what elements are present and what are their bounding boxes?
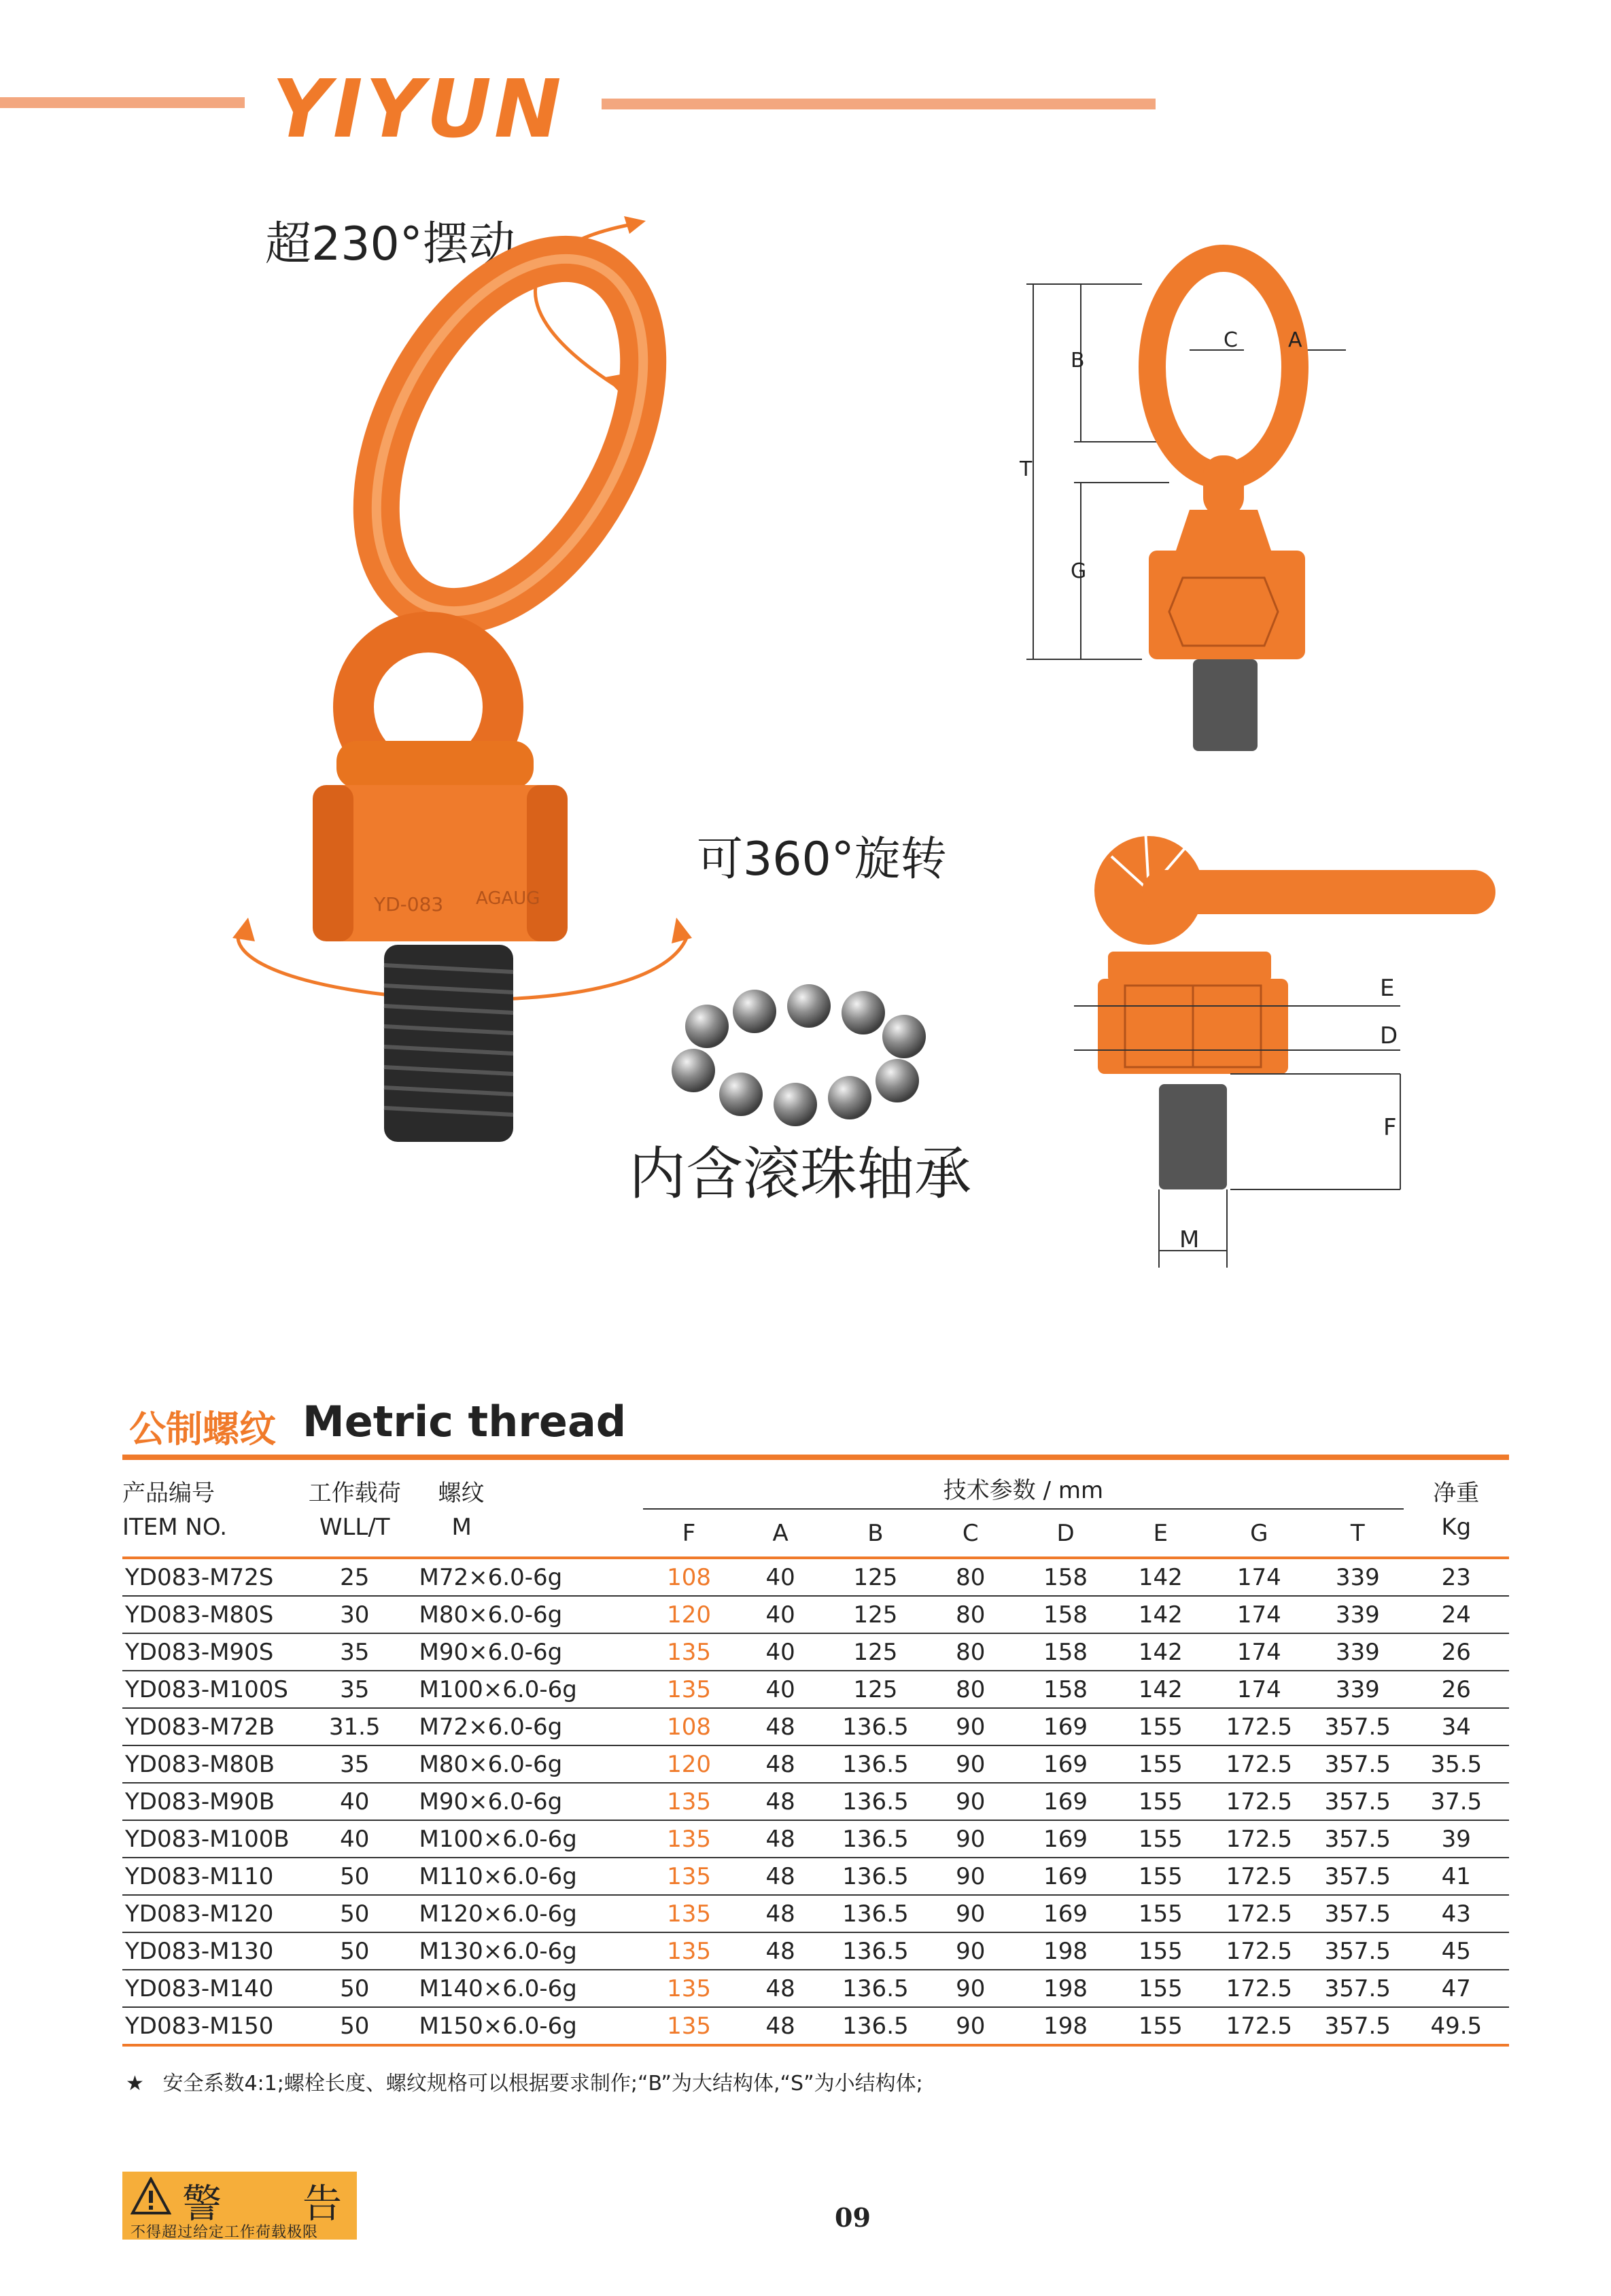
cell-b: 125 [826, 1671, 924, 1708]
cell-e: 155 [1115, 2007, 1207, 2045]
cell-wll: 31.5 [298, 1708, 411, 1745]
cell-b: 125 [826, 1633, 924, 1671]
cell-thread: M130×6.0-6g [411, 1932, 644, 1970]
cell-kg: 37.5 [1404, 1783, 1509, 1820]
cell-thread: M150×6.0-6g [411, 2007, 644, 2045]
footnote-text: 安全系数4:1;螺栓长度、螺纹规格可以根据要求制作;“B”为大结构体,“S”为小结构体; [162, 2072, 923, 2095]
cell-thread: M72×6.0-6g [411, 1708, 644, 1745]
cell-c: 80 [924, 1671, 1016, 1708]
cell-d: 169 [1016, 1745, 1115, 1783]
cell-d: 198 [1016, 1970, 1115, 2007]
warning-text: 不得超过给定工作荷载极限 [131, 2224, 319, 2241]
cell-wll: 50 [298, 2007, 411, 2045]
logo-text: YIYUN [272, 62, 564, 156]
cell-g: 174 [1207, 1596, 1312, 1633]
cell-wll: 50 [298, 1858, 411, 1895]
cell-e: 155 [1115, 1708, 1207, 1745]
cell-a: 48 [735, 1970, 827, 2007]
marking-model: YD-083 [374, 893, 444, 916]
cell-c: 90 [924, 1932, 1016, 1970]
cell-item: YD083-M100S [122, 1671, 298, 1708]
cell-thread: M80×6.0-6g [411, 1745, 644, 1783]
cell-t: 339 [1312, 1671, 1404, 1708]
cell-item: YD083-M72B [122, 1708, 298, 1745]
cell-d: 158 [1016, 1558, 1115, 1596]
cell-e: 142 [1115, 1558, 1207, 1596]
cell-d: 158 [1016, 1596, 1115, 1633]
dim-label-G: G [1071, 559, 1087, 583]
cell-b: 136.5 [826, 1858, 924, 1895]
warning-title-a: 警 [182, 2180, 222, 2227]
dim-label-B: B [1071, 349, 1085, 372]
dimension-drawing-side [1006, 231, 1387, 775]
cell-kg: 43 [1404, 1895, 1509, 1932]
cell-thread: M80×6.0-6g [411, 1596, 644, 1633]
cell-t: 357.5 [1312, 1858, 1404, 1895]
cell-kg: 39 [1404, 1820, 1509, 1858]
table-row [122, 1858, 1509, 1895]
ball-bearings-icon [653, 979, 952, 1135]
cell-kg: 49.5 [1404, 2007, 1509, 2045]
cell-c: 90 [924, 1745, 1016, 1783]
cell-thread: M90×6.0-6g [411, 1783, 644, 1820]
cell-a: 40 [735, 1633, 827, 1671]
cell-t: 339 [1312, 1596, 1404, 1633]
cell-item: YD083-M90B [122, 1783, 298, 1820]
cell-kg: 26 [1404, 1671, 1509, 1708]
header-wll-en: WLL/T [319, 1514, 390, 1541]
cell-wll: 35 [298, 1671, 411, 1708]
cell-b: 125 [826, 1596, 924, 1633]
dimension-drawing-front [1060, 816, 1536, 1291]
cell-c: 80 [924, 1596, 1016, 1633]
cell-b: 136.5 [826, 1932, 924, 1970]
table-row [122, 2007, 1509, 2045]
cell-wll: 50 [298, 1932, 411, 1970]
cell-c: 90 [924, 1708, 1016, 1745]
cell-g: 172.5 [1207, 1783, 1312, 1820]
cell-kg: 23 [1404, 1558, 1509, 1596]
cell-f: 135 [643, 1671, 735, 1708]
header-weight-en: Kg [1441, 1514, 1472, 1541]
cell-thread: M72×6.0-6g [411, 1558, 644, 1596]
dim-label-C: C [1224, 328, 1238, 352]
cell-a: 40 [735, 1558, 827, 1596]
cell-item: YD083-M100B [122, 1820, 298, 1858]
header-wll-cn: 工作载荷 [308, 1480, 401, 1507]
dim-label-D: D [1380, 1022, 1398, 1049]
header-bar-right [602, 99, 1156, 109]
cell-e: 142 [1115, 1671, 1207, 1708]
cell-kg: 45 [1404, 1932, 1509, 1970]
cell-e: 155 [1115, 1932, 1207, 1970]
marking-maker: AGAUG [476, 888, 540, 909]
cell-c: 90 [924, 1895, 1016, 1932]
dim-label-A: A [1288, 328, 1302, 352]
cell-thread: M90×6.0-6g [411, 1633, 644, 1671]
cell-kg: 24 [1404, 1596, 1509, 1633]
cell-t: 357.5 [1312, 1895, 1404, 1932]
cell-d: 169 [1016, 1895, 1115, 1932]
cell-b: 136.5 [826, 1970, 924, 2007]
swing-caption: 超230°摆动 [265, 218, 515, 271]
dim-label-F: F [1383, 1114, 1397, 1141]
cell-f: 135 [643, 2007, 735, 2045]
cell-d: 158 [1016, 1671, 1115, 1708]
cell-e: 155 [1115, 1858, 1207, 1895]
table-row [122, 1745, 1509, 1783]
table-row [122, 1596, 1509, 1633]
cell-thread: M110×6.0-6g [411, 1858, 644, 1895]
cell-d: 169 [1016, 1783, 1115, 1820]
cell-b: 136.5 [826, 1895, 924, 1932]
cell-thread: M140×6.0-6g [411, 1970, 644, 2007]
cell-g: 174 [1207, 1671, 1312, 1708]
cell-t: 357.5 [1312, 2007, 1404, 2045]
cell-wll: 50 [298, 1895, 411, 1932]
cell-g: 172.5 [1207, 1745, 1312, 1783]
cell-g: 172.5 [1207, 1708, 1312, 1745]
cell-kg: 41 [1404, 1858, 1509, 1895]
cell-a: 48 [735, 2007, 827, 2045]
cell-a: 48 [735, 1708, 827, 1745]
cell-t: 357.5 [1312, 1783, 1404, 1820]
cell-kg: 47 [1404, 1970, 1509, 2007]
cell-a: 40 [735, 1596, 827, 1633]
section-title-cn: 公制螺纹 [129, 1408, 276, 1450]
header-item-en: ITEM NO. [122, 1514, 228, 1541]
cell-b: 136.5 [826, 1708, 924, 1745]
section-title-en: Metric thread [302, 1397, 627, 1446]
cell-c: 90 [924, 1820, 1016, 1858]
cell-g: 172.5 [1207, 1895, 1312, 1932]
cell-b: 136.5 [826, 2007, 924, 2045]
cell-e: 155 [1115, 1895, 1207, 1932]
cell-c: 80 [924, 1558, 1016, 1596]
header-thread [411, 1468, 644, 1556]
warning-triangle-icon [131, 2177, 171, 2215]
table-row [122, 1820, 1509, 1858]
cell-wll: 40 [298, 1783, 411, 1820]
header-params: 技术参数 / mm [643, 1468, 1403, 1509]
col-C: C [962, 1519, 979, 1547]
cell-t: 357.5 [1312, 1820, 1404, 1858]
cell-b: 136.5 [826, 1745, 924, 1783]
rotate-caption: 可360°旋转 [697, 833, 947, 886]
page-number: 09 [835, 2202, 871, 2233]
cell-f: 120 [643, 1745, 735, 1783]
cell-g: 172.5 [1207, 1932, 1312, 1970]
cell-item: YD083-M150 [122, 2007, 298, 2045]
cell-item: YD083-M80B [122, 1745, 298, 1783]
cell-item: YD083-M72S [122, 1558, 298, 1596]
footnote [126, 2066, 923, 2096]
cell-f: 135 [643, 1895, 735, 1932]
header-item [122, 1468, 298, 1556]
cell-c: 90 [924, 1783, 1016, 1820]
cell-f: 135 [643, 1970, 735, 2007]
cell-item: YD083-M90S [122, 1633, 298, 1671]
cell-wll: 40 [298, 1820, 411, 1858]
table-row [122, 1895, 1509, 1932]
cell-d: 198 [1016, 2007, 1115, 2045]
cell-d: 169 [1016, 1858, 1115, 1895]
cell-f: 135 [643, 1858, 735, 1895]
header-wll [298, 1468, 411, 1556]
cell-d: 169 [1016, 1820, 1115, 1858]
cell-c: 90 [924, 2007, 1016, 2045]
cell-c: 80 [924, 1633, 1016, 1671]
table-row [122, 1558, 1509, 1596]
cell-t: 339 [1312, 1558, 1404, 1596]
cell-t: 357.5 [1312, 1745, 1404, 1783]
cell-t: 357.5 [1312, 1932, 1404, 1970]
cell-e: 155 [1115, 1745, 1207, 1783]
cell-g: 172.5 [1207, 1970, 1312, 2007]
header-weight [1404, 1468, 1509, 1556]
cell-g: 174 [1207, 1633, 1312, 1671]
cell-g: 172.5 [1207, 1858, 1312, 1895]
cell-f: 135 [643, 1633, 735, 1671]
cell-a: 48 [735, 1858, 827, 1895]
table-row [122, 1633, 1509, 1671]
cell-f: 135 [643, 1820, 735, 1858]
col-G: G [1250, 1519, 1268, 1547]
table-row [122, 1932, 1509, 1970]
cell-kg: 34 [1404, 1708, 1509, 1745]
col-D: D [1056, 1519, 1075, 1547]
cell-t: 339 [1312, 1633, 1404, 1671]
table-row [122, 1970, 1509, 2007]
star-icon: ★ [126, 2072, 144, 2095]
table-row [122, 1783, 1509, 1820]
spec-table [122, 1468, 1509, 2047]
cell-g: 172.5 [1207, 2007, 1312, 2045]
cell-b: 136.5 [826, 1820, 924, 1858]
cell-g: 172.5 [1207, 1820, 1312, 1858]
cell-f: 108 [643, 1558, 735, 1596]
col-B: B [867, 1519, 884, 1547]
cell-thread: M120×6.0-6g [411, 1895, 644, 1932]
cell-wll: 30 [298, 1596, 411, 1633]
col-A: A [772, 1519, 789, 1547]
cell-kg: 35.5 [1404, 1745, 1509, 1783]
table-row [122, 1708, 1509, 1745]
warning-label [122, 2172, 357, 2240]
cell-t: 357.5 [1312, 1708, 1404, 1745]
cell-a: 48 [735, 1783, 827, 1820]
cell-d: 158 [1016, 1633, 1115, 1671]
col-E: E [1153, 1519, 1168, 1547]
cell-kg: 26 [1404, 1633, 1509, 1671]
cell-g: 174 [1207, 1558, 1312, 1596]
cell-thread: M100×6.0-6g [411, 1671, 644, 1708]
cell-a: 48 [735, 1932, 827, 1970]
cell-a: 48 [735, 1820, 827, 1858]
table-row [122, 1671, 1509, 1708]
cell-item: YD083-M80S [122, 1596, 298, 1633]
cell-item: YD083-M120 [122, 1895, 298, 1932]
section-rule [122, 1455, 1509, 1460]
cell-item: YD083-M140 [122, 1970, 298, 2007]
cell-e: 155 [1115, 1783, 1207, 1820]
cell-a: 48 [735, 1895, 827, 1932]
cell-f: 135 [643, 1783, 735, 1820]
cell-a: 48 [735, 1745, 827, 1783]
bearing-caption: 内含滚珠轴承 [629, 1141, 972, 1207]
cell-d: 198 [1016, 1932, 1115, 1970]
cell-item: YD083-M110 [122, 1858, 298, 1895]
cell-f: 108 [643, 1708, 735, 1745]
header-item-cn: 产品编号 [122, 1480, 215, 1507]
cell-t: 357.5 [1312, 1970, 1404, 2007]
cell-item: YD083-M130 [122, 1932, 298, 1970]
cell-wll: 35 [298, 1633, 411, 1671]
cell-wll: 35 [298, 1745, 411, 1783]
lifting-ring [322, 214, 698, 655]
cell-a: 40 [735, 1671, 827, 1708]
cell-f: 135 [643, 1932, 735, 1970]
cell-d: 169 [1016, 1708, 1115, 1745]
col-F: F [682, 1519, 696, 1547]
col-T: T [1350, 1519, 1365, 1547]
cell-f: 120 [643, 1596, 735, 1633]
cell-wll: 25 [298, 1558, 411, 1596]
cell-thread: M100×6.0-6g [411, 1820, 644, 1858]
cell-wll: 50 [298, 1970, 411, 2007]
cell-e: 155 [1115, 1970, 1207, 2007]
dim-label-T: T [1020, 457, 1033, 481]
cell-c: 90 [924, 1858, 1016, 1895]
header-thread-en: M [451, 1514, 472, 1541]
cell-e: 155 [1115, 1820, 1207, 1858]
header-bar-left [0, 97, 245, 108]
dim-label-M: M [1179, 1226, 1200, 1253]
header-thread-cn: 螺纹 [438, 1480, 485, 1507]
cell-e: 142 [1115, 1596, 1207, 1633]
cell-c: 90 [924, 1970, 1016, 2007]
header-weight-cn: 净重 [1433, 1480, 1480, 1507]
dim-label-E: E [1380, 975, 1395, 1002]
cell-b: 136.5 [826, 1783, 924, 1820]
brand-logo [258, 61, 578, 156]
warning-title-b: 告 [302, 2180, 343, 2227]
cell-e: 142 [1115, 1633, 1207, 1671]
cell-b: 125 [826, 1558, 924, 1596]
spec-table-body [122, 1558, 1509, 2045]
